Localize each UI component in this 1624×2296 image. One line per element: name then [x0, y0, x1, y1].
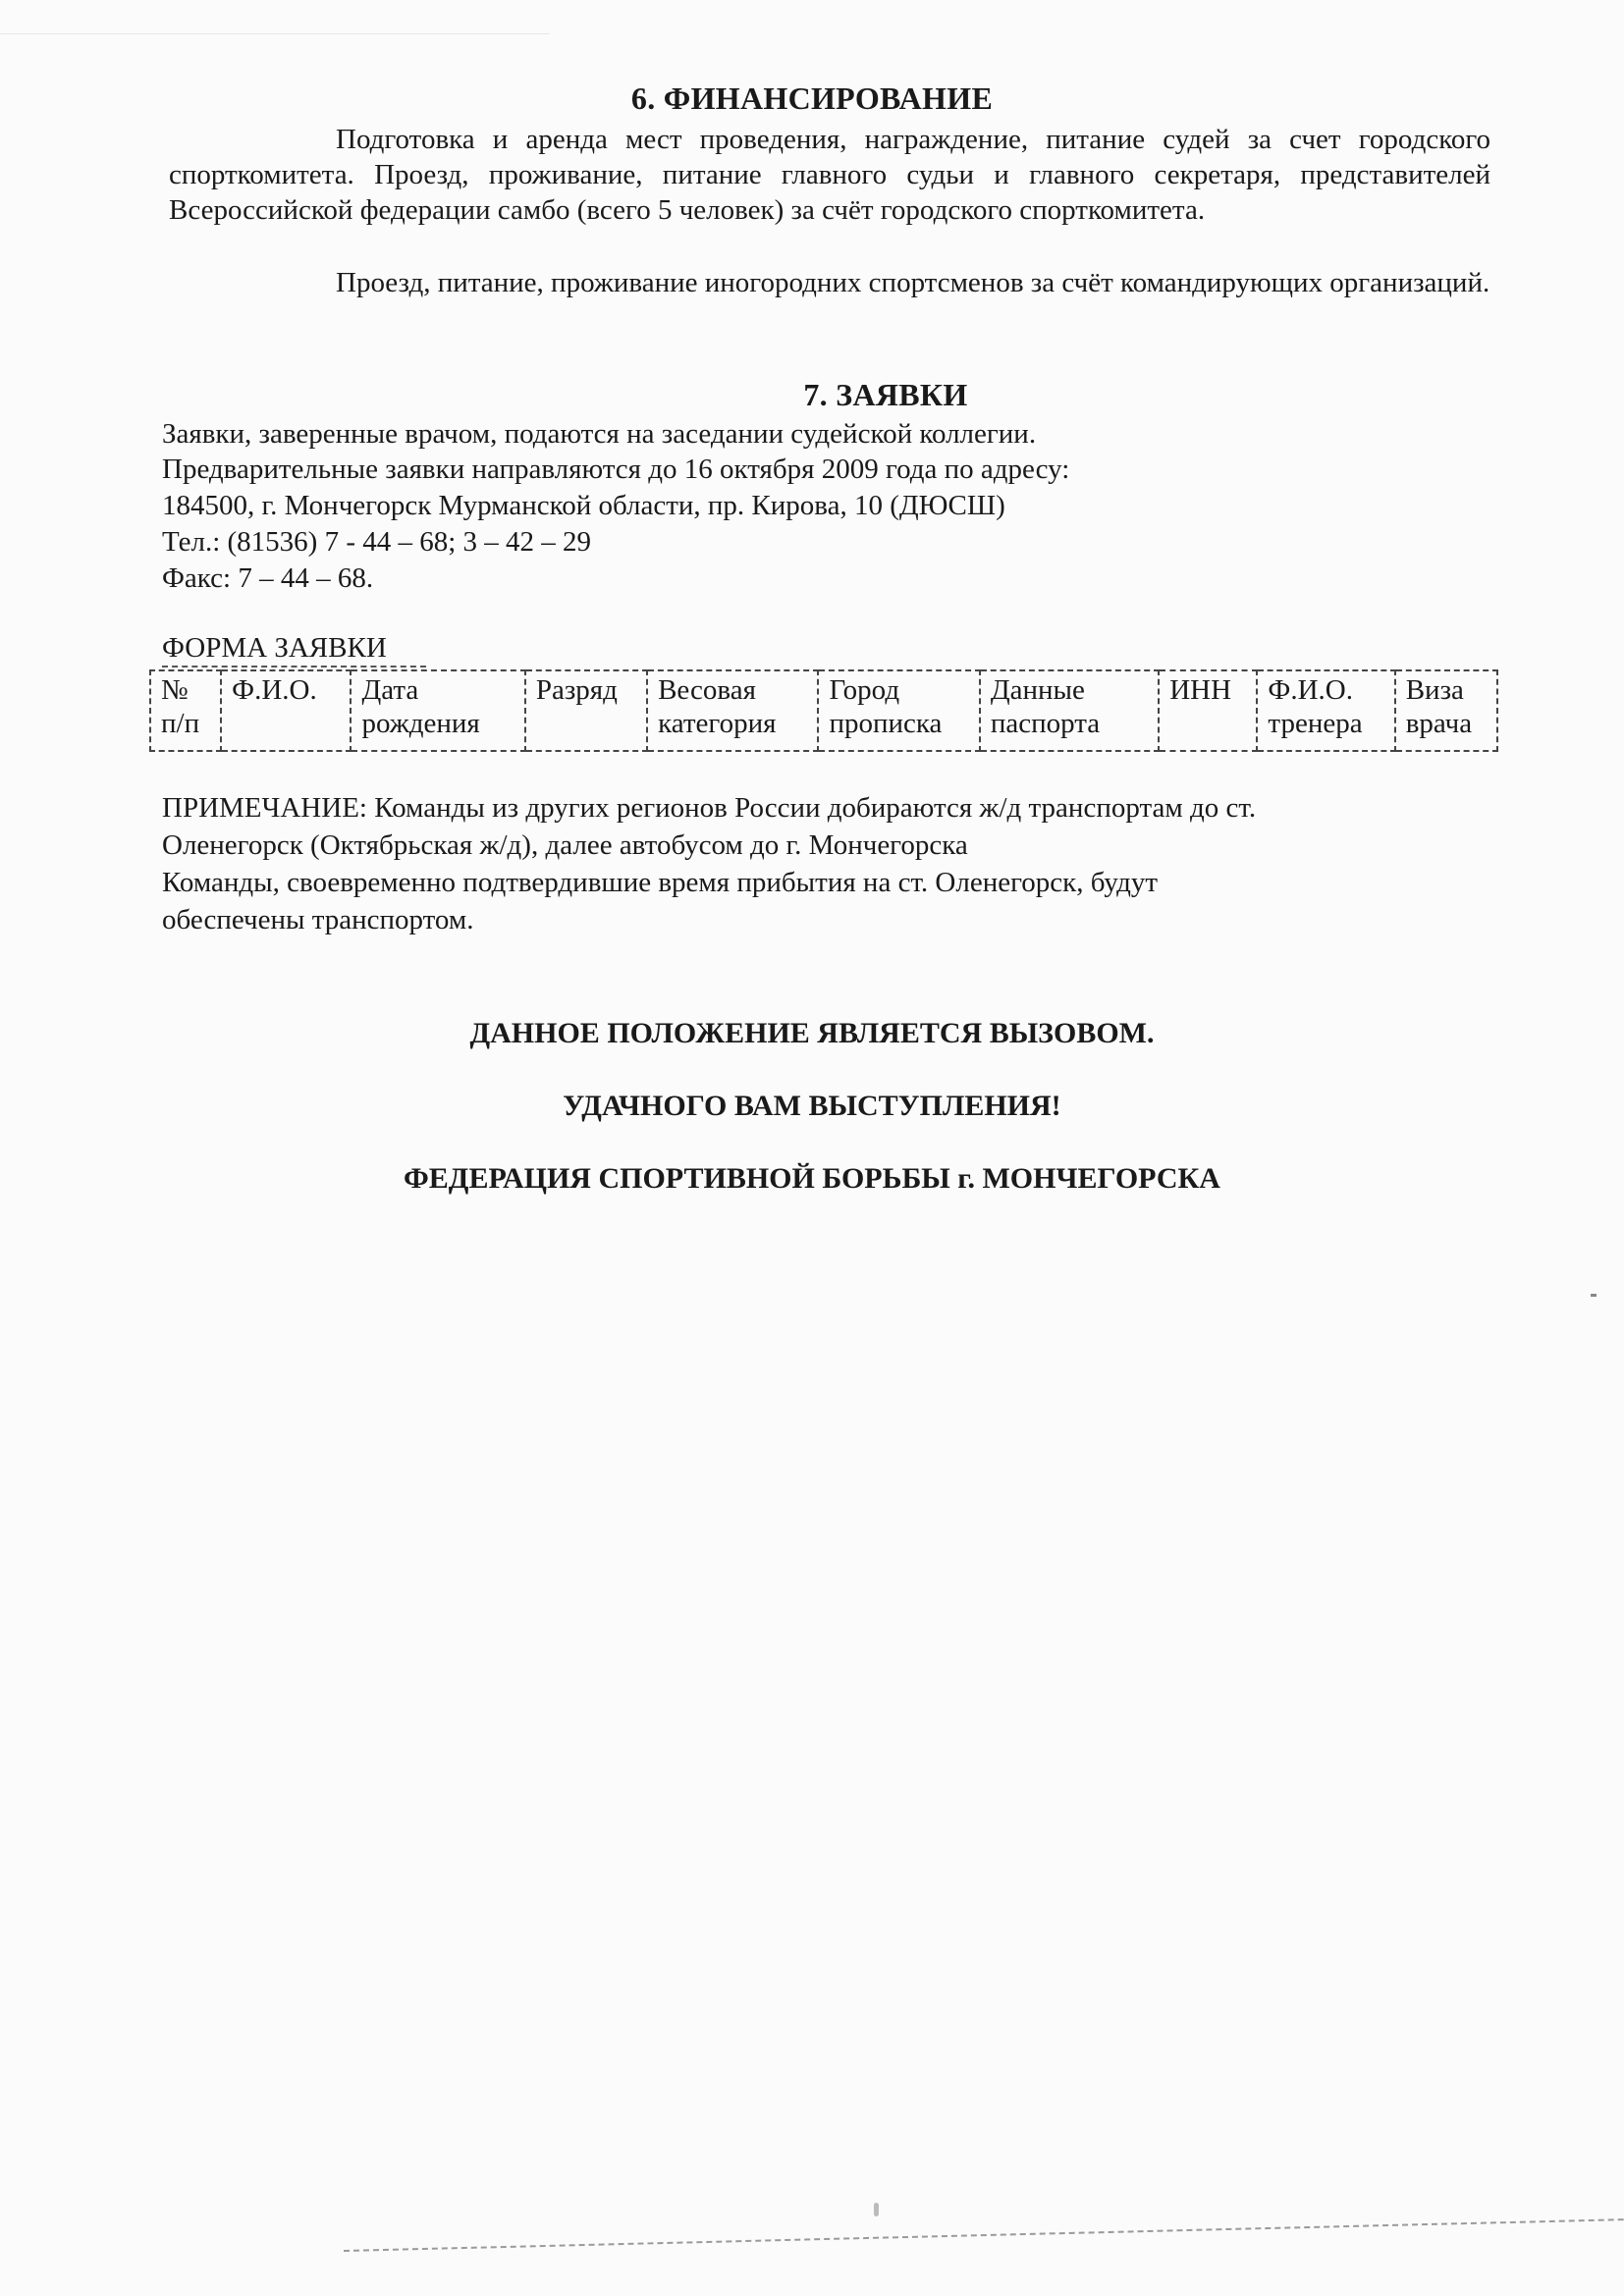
column-birth-date — [351, 670, 524, 751]
note-line-4: обеспечены транспортом. — [162, 904, 474, 935]
note-line-2: Оленегорск (Октябрьская ж/д), далее автобусом до г. Мончегорска — [162, 829, 968, 861]
closing-statement-good-luck: УДАЧНОГО ВАМ ВЫСТУПЛЕНИЯ! — [563, 1090, 1061, 1122]
column-weight-category — [647, 670, 818, 751]
applications-line-2: Предварительные заявки направляются до 16 октября 2009 года по адресу: — [162, 454, 1070, 485]
phone-line: Тел.: (81536) 7 - 44 – 68; 3 – 42 – 29 — [162, 526, 592, 558]
section-7-title: 7. ЗАЯВКИ — [803, 377, 968, 412]
column-header-line-1: № — [161, 674, 189, 706]
address-line: 184500, г. Мончегорск Мурманской области, пр. Кирова, 10 (ДЮСШ) — [162, 490, 1005, 521]
scan-speck — [1591, 1294, 1597, 1297]
column-header-line-2: паспорта — [990, 708, 1101, 739]
column-header-line-1: Виза — [1405, 674, 1464, 706]
column-header-line-1: ИНН — [1169, 674, 1232, 706]
column-header-line-2: прописка — [829, 708, 943, 739]
scan-speck — [874, 2203, 879, 2216]
column-header-line-1: Весовая — [658, 674, 756, 706]
column-city-registration — [818, 670, 979, 751]
column-header-line-1: Данные — [990, 674, 1085, 706]
column-rank — [525, 670, 647, 751]
column-number — [150, 670, 221, 751]
table-row — [150, 670, 1497, 751]
note-line-3: Команды, своевременно подтвердившие время прибытия на ст. Оленегорск, будут — [162, 867, 1158, 898]
column-doctor-visa — [1395, 670, 1497, 751]
column-header-line-1: Ф.И.О. — [1268, 674, 1353, 706]
column-passport-data — [980, 670, 1159, 751]
scan-edge-bottom — [344, 2218, 1624, 2252]
scan-edge-top — [0, 33, 550, 34]
column-coach-name — [1257, 670, 1394, 751]
closing-statement-federation: ФЕДЕРАЦИЯ СПОРТИВНОЙ БОРЬБЫ г. МОНЧЕГОРСКА — [404, 1162, 1220, 1195]
application-form-label: ФОРМА ЗАЯВКИ — [162, 630, 426, 667]
column-header-line-1: Ф.И.О. — [232, 674, 317, 706]
column-header-line-2: рождения — [361, 708, 480, 739]
column-full-name — [221, 670, 351, 751]
column-header-line-1: Дата — [361, 674, 419, 706]
section-6-paragraph-2: Проезд, питание, проживание иногородних спортсменов за счёт командирующих организаций. — [336, 267, 1490, 298]
applications-line-1: Заявки, заверенные врачом, подаются на заседании судейской коллегии. — [162, 418, 1037, 450]
fax-line: Факс: 7 – 44 – 68. — [162, 562, 374, 594]
column-header-line-2: тренера — [1268, 708, 1363, 739]
note-line-1: ПРИМЕЧАНИЕ: Команды из других регионов России добираются ж/д транспортам до ст. — [162, 792, 1257, 824]
column-header-line-1: Разряд — [535, 674, 618, 706]
closing-statement-challenge: ДАННОЕ ПОЛОЖЕНИЕ ЯВЛЯЕТСЯ ВЫЗОВОМ. — [469, 1017, 1155, 1049]
column-tax-id — [1159, 670, 1257, 751]
column-header-line-2: п/п — [161, 708, 200, 739]
application-form-table — [149, 669, 1498, 752]
section-6-paragraph-1: Подготовка и аренда мест проведения, награждение, питание судей за счет городского спорткомитета. Проезд, проживание, питание главного судьи и главного секретаря, представителей Всероссийской федерации самбо (всего 5 человек) за счёт городского спорткомитета. — [169, 124, 1490, 226]
column-header-line-2: категория — [658, 708, 777, 739]
column-header-line-1: Город — [829, 674, 900, 706]
section-6-title: 6. ФИНАНСИРОВАНИЕ — [630, 80, 994, 116]
column-header-line-2: врача — [1405, 708, 1473, 739]
